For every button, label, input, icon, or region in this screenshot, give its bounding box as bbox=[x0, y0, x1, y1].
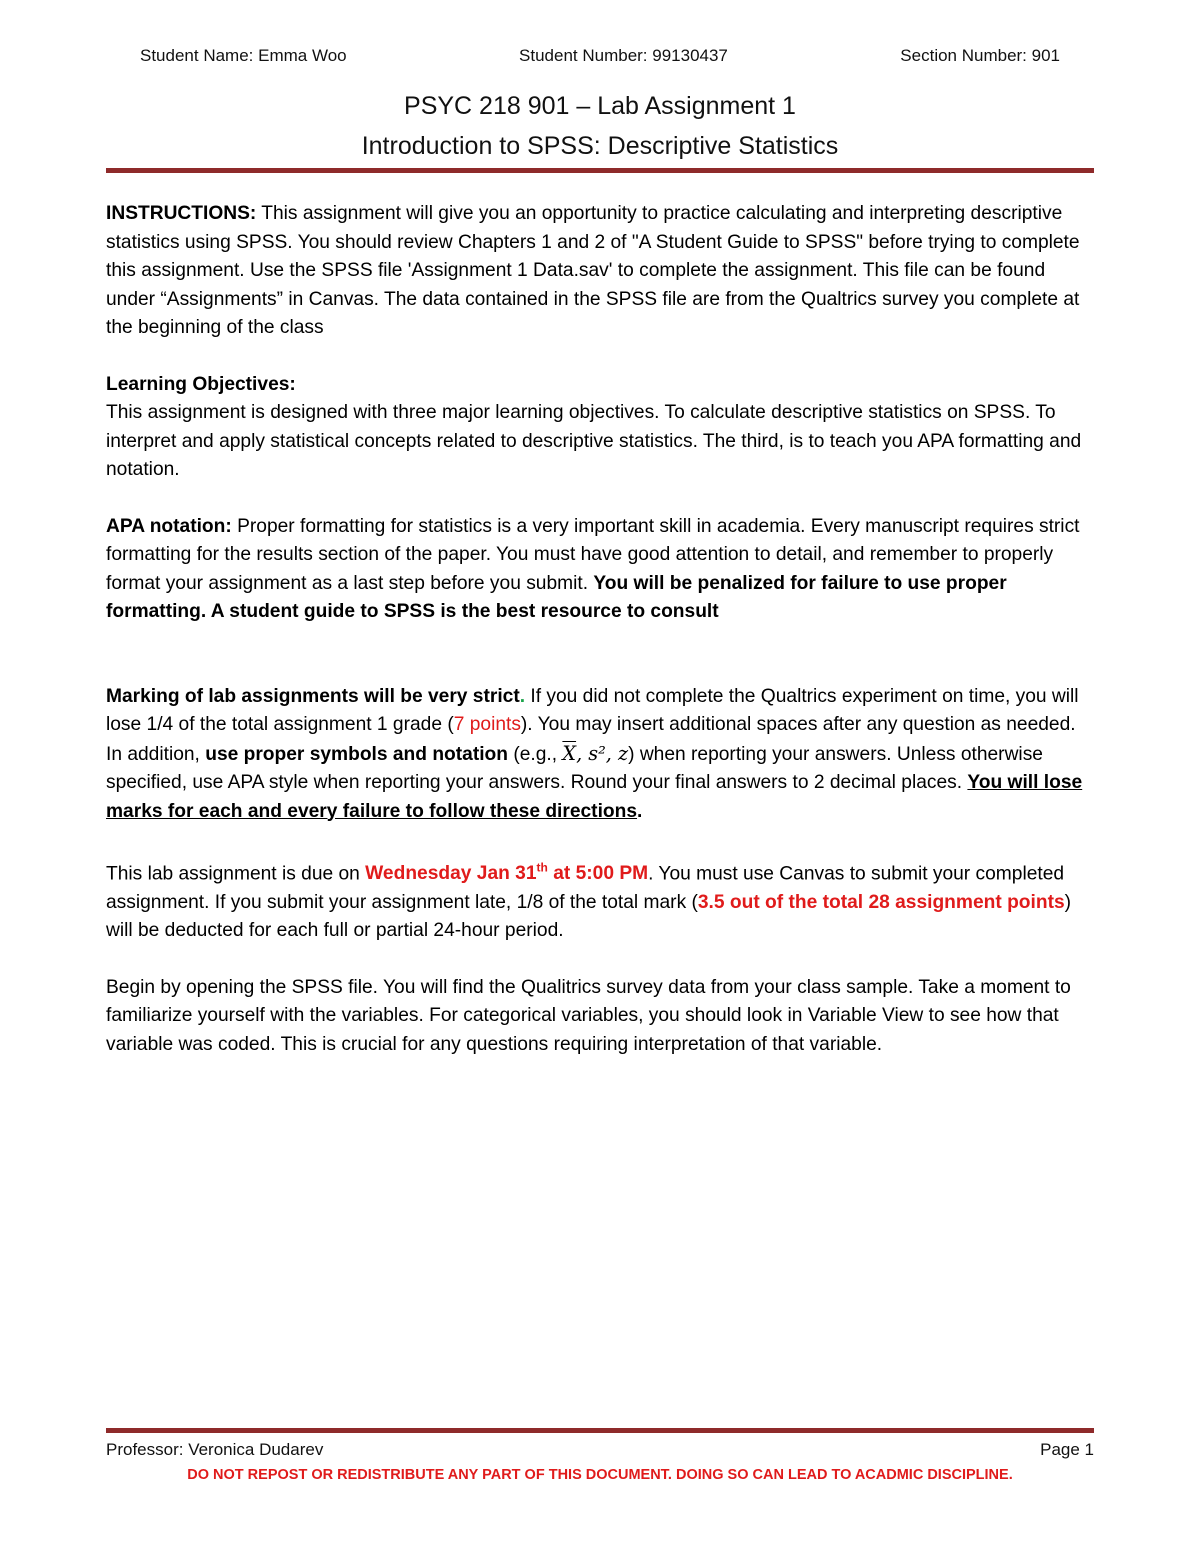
footer-rule bbox=[106, 1428, 1094, 1433]
due-paragraph: This lab assignment is due on Wednesday Jan 31th at 5:00 PM. You must use Canvas to submit your completed assignment. If you submit your assignment late, 1/8 of the total mark (3.5 out of the total 28 assignment points) will be deducted for each full or partial 24-hour period. bbox=[106, 861, 1072, 942]
marking-warning: You will lose marks for each and every failure to follow these directions bbox=[106, 772, 1083, 822]
marking-paragraph: Marking of lab assignments will be very strict. If you did not complete the Qualtrics experiment on time, you will lose 1/4 of the total assignment 1 grade (7 points). You may insert additional spaces after any question as needed. In addition, use proper symbols and notation (e.g., $\overline{X}$, s², z) when reporting your answers. Unless otherwise specified, use APA style when reporting your answers. Round your final answers to 2 decimal places. You will lose marks for each and every failure to follow these directions. bbox=[106, 685, 1083, 822]
page-number: Page 1 bbox=[1040, 1440, 1094, 1459]
begin-paragraph: Begin by opening the SPSS file. You will find the Qualitrics survey data from your class sample. Take a moment to familiarize yourself with the variables. For categorical variables, you should look in Variable View to see how that variable was coded. This is crucial for any questions requiring interpretation of that variable. bbox=[106, 976, 1071, 1055]
marking-dot: . bbox=[519, 685, 526, 707]
student-number: Student Number: 99130437 bbox=[519, 46, 728, 65]
apa-label: APA notation: bbox=[106, 515, 232, 537]
apa-paragraph bbox=[106, 513, 1096, 627]
section-number: Section Number: 901 bbox=[900, 46, 1060, 65]
header-rule bbox=[106, 168, 1094, 173]
instructions-paragraph bbox=[106, 200, 1096, 343]
redistribution-warning: DO NOT REPOST OR REDISTRIBUTE ANY PART OF THIS DOCUMENT. DOING SO CAN LEAD TO ACADMIC DISCIPLINE. bbox=[187, 1467, 1013, 1483]
marking-lead: Marking of lab assignments will be very strict bbox=[106, 685, 520, 707]
x-bar-symbol: $\overline{X}$ bbox=[562, 741, 577, 765]
apa-penalty-text: You will be penalized for failure to use proper formatting. A student guide to SPSS is the best resource to consult bbox=[106, 572, 1007, 622]
symbol-list: , s², z bbox=[576, 741, 629, 765]
marking-symbols: use proper symbols and notation bbox=[205, 743, 508, 765]
student-name: Student Name: Emma Woo bbox=[140, 46, 347, 65]
document-body bbox=[106, 200, 1096, 1059]
page-header bbox=[140, 46, 1060, 66]
marking-points: 7 points bbox=[453, 714, 521, 735]
apa-text: Proper formatting for statistics is a very important skill in academia. Every manuscript requires strict formatting for the results section of the paper. You must have good attention to detail, and remember to properly format your assignment as a last step before you submit. bbox=[106, 515, 1080, 594]
instructions-text: This assignment will give you an opportunity to practice calculating and interpreting descriptive statistics using SPSS. You should review Chapters 1 and 2 of "A Student Guide to SPSS" before trying to complete this assignment. Use the SPSS file 'Assignment 1 Data.sav' to complete the assignment. This file can be found under “Assignments” in Canvas. The data contained in the SPSS file are from the Qualtrics survey you complete at the beginning of the class bbox=[106, 203, 1080, 338]
late-penalty: 3.5 out of the total 28 assignment points bbox=[697, 891, 1065, 913]
objectives-paragraph: This assignment is designed with three major learning objectives. To calculate descriptive statistics on SPSS. To interpret and apply statistical concepts related to descriptive statistics. The third, is to teach you APA formatting and notation. bbox=[106, 402, 1082, 480]
due-date: Wednesday Jan 31th at 5:00 PM bbox=[365, 861, 649, 885]
document-subtitle: Introduction to SPSS: Descriptive Statistics bbox=[361, 132, 839, 160]
objectives-heading: Learning Objectives: bbox=[106, 373, 296, 395]
instructions-label: INSTRUCTIONS: bbox=[106, 203, 257, 224]
professor-name: Professor: Veronica Dudarev bbox=[106, 1440, 324, 1459]
page-footer bbox=[106, 1440, 1094, 1460]
document-title: PSYC 218 901 – Lab Assignment 1 bbox=[404, 92, 796, 120]
